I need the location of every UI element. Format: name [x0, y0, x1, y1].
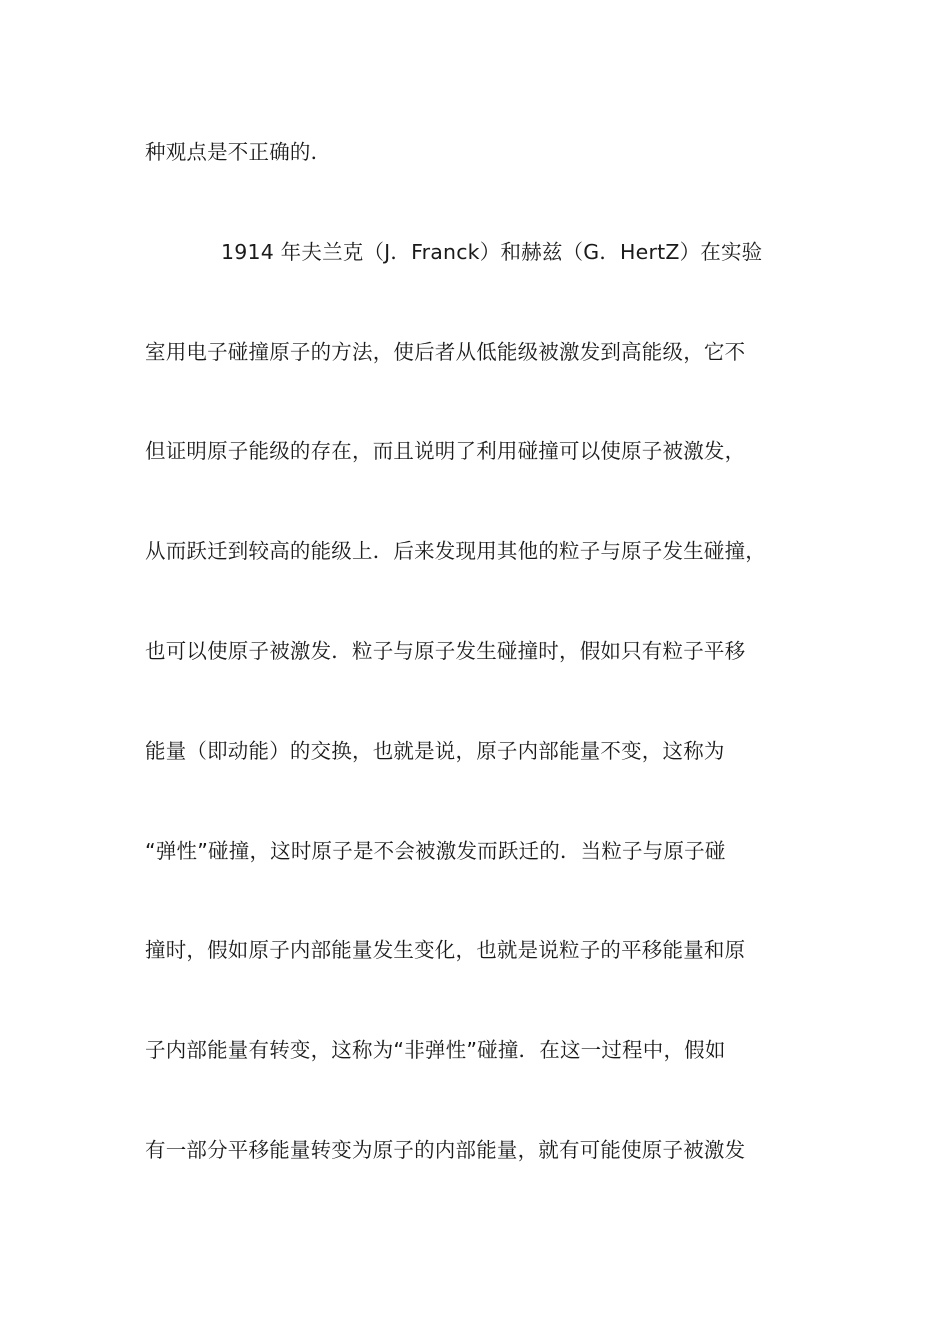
text-line-1: 种观点是不正确的． [145, 140, 332, 164]
text-line-4: 但证明原子能级的存在，而且说明了利用碰撞可以使原子被激发， [145, 439, 746, 464]
text-line-11: 有一部分平移能量转变为原子的内部能量，就有可能使原子被激发 [145, 1137, 746, 1162]
paragraph-start-line: 1914 年夫兰克（J．Franck）和赫兹（G．HertZ）在实验 [221, 239, 763, 264]
text-line-10: 子内部能量有转变，这称为“非弹性”碰撞．在这一过程中，假如 [145, 1038, 726, 1063]
text-line-3: 室用电子碰撞原子的方法，使后者从低能级被激发到高能级，它不 [145, 339, 746, 364]
text-line-7: 能量（即动能）的交换，也就是说，原子内部能量不变，这称为 [145, 738, 725, 763]
body-text [145, 131, 825, 1229]
text-line-8: “弹性”碰撞，这时原子是不会被激发而跃迁的．当粒子与原子碰 [145, 838, 726, 863]
text-line-6: 也可以使原子被激发．粒子与原子发生碰撞时，假如只有粒子平移 [145, 638, 746, 663]
text-line-5: 从而跃迁到较高的能级上．后来发现用其他的粒子与原子发生碰撞， [145, 539, 766, 564]
text-line-9: 撞时，假如原子内部能量发生变化，也就是说粒子的平移能量和原 [145, 938, 746, 963]
